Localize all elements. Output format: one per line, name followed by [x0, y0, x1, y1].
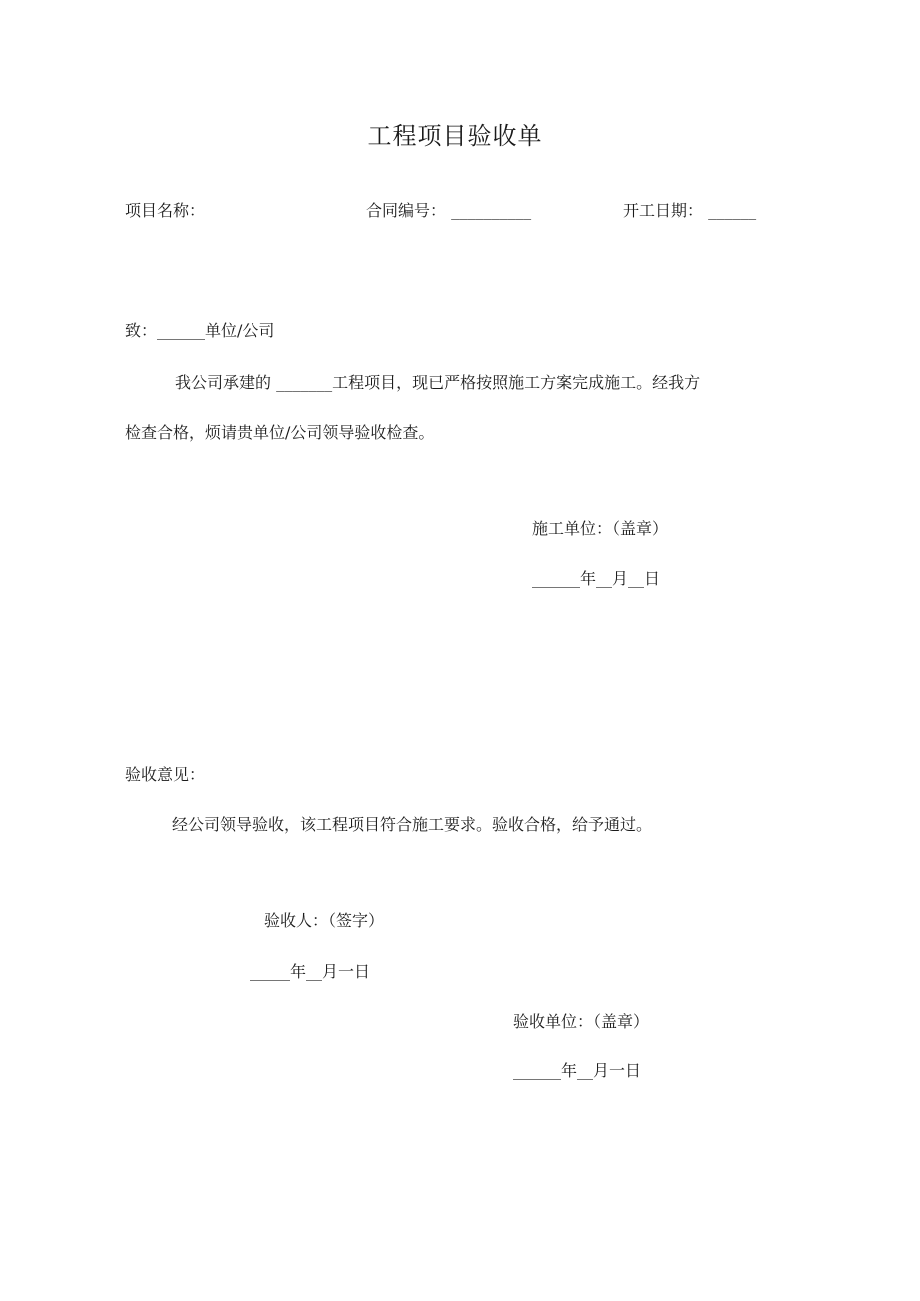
request-body-line-2: 检查合格，烦请贵单位/公司领导验收检查。 — [125, 423, 435, 442]
request-body-line-1: 我公司承建的 _______工程项目，现已严格按照施工方案完成施工。经我方 — [175, 373, 701, 392]
document-title: 工程项目验收单 — [367, 122, 543, 150]
start-date-label: 开工日期： ______ — [623, 201, 757, 220]
inspector-signature-label: 验收人：（签字） — [264, 911, 385, 930]
acceptance-unit-date-line: ______年__月一日 — [513, 1061, 642, 1080]
acceptance-opinion-label: 验收意见： — [125, 765, 206, 784]
contract-number-label: 合同编号： __________ — [366, 201, 532, 220]
contractor-seal-label: 施工单位：（盖章） — [532, 519, 669, 538]
project-name-label: 项目名称： — [125, 201, 206, 220]
acceptance-unit-seal-label: 验收单位：（盖章） — [513, 1012, 650, 1031]
addressee-line: 致：______单位/公司 — [125, 321, 275, 340]
contractor-date-line: ______年__月__日 — [532, 569, 661, 588]
acceptance-opinion-text: 经公司领导验收，该工程项目符合施工要求。验收合格，给予通过。 — [172, 815, 653, 834]
inspector-date-line: _____年__月一日 — [250, 962, 371, 981]
